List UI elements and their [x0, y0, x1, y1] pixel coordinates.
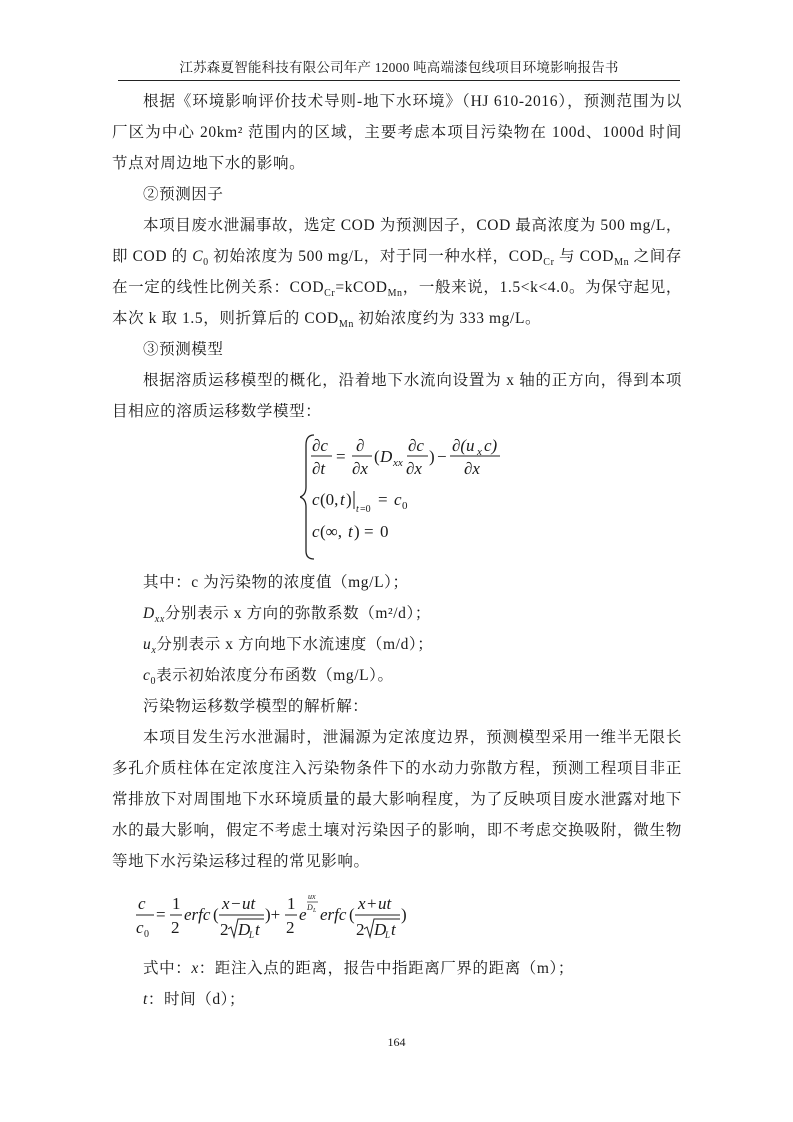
svg-text:): ): [401, 905, 407, 924]
page-body: [112, 86, 682, 1015]
definition-c0: [112, 660, 682, 691]
svg-text:x: x: [222, 894, 230, 913]
definition-dxx: [112, 598, 682, 629]
svg-text:c: c: [394, 490, 402, 509]
svg-text:=: =: [156, 905, 166, 924]
svg-text:(: (: [349, 905, 355, 924]
text-run: 初始浓度为 500 mg/L，对于同一种水样，COD: [208, 248, 544, 265]
svg-text:−: −: [437, 447, 447, 466]
svg-text:(: (: [374, 447, 380, 466]
definition-c: 其中：c 为污染物的浓度值（mg/L）；: [143, 574, 409, 591]
svg-text:)+: )+: [265, 905, 281, 924]
text-run: 本项目废水泄漏事故，选定 COD 为预测因子，COD 最高浓度为 500 mg/L，即 COD 的: [112, 217, 682, 265]
svg-text:c: c: [138, 894, 146, 913]
svg-text:∂c: ∂c: [408, 436, 424, 455]
definition-x: [112, 953, 682, 984]
svg-text:c: c: [312, 522, 320, 541]
svg-text:c): c): [484, 436, 498, 455]
equation-solution-figure: [134, 887, 414, 949]
paragraph-prediction-scope: 根据《环境影响评价技术导则-地下水环境》（HJ 610-2016），预测范围为以厂区为中心 20km² 范围内的区域，主要考虑本项目污染物在 100d、1000d 时间节点对周边地下水的影响。: [112, 93, 682, 172]
text-run: 分别表示 x 方向地下水流速度（m/d）；: [156, 636, 434, 653]
svg-text:): ): [354, 522, 360, 541]
definition-t: [112, 984, 682, 1015]
svg-text:L: L: [313, 908, 317, 914]
symbol-t: t: [143, 991, 148, 1008]
svg-text:c: c: [136, 918, 144, 937]
paragraph-leak-scenario: 本项目发生污水泄漏时，泄漏源为定浓度边界，预测模型采用一维半无限长多孔介质柱体在定浓度注入污染物条件下的水动力弥散方程，预测工程项目非正常排放下对周围地下水环境质量的最大影响程度，为了反映项目废水泄露对地下水的最大影响，假定不考虑土壤对污染因子的影响，即不考虑交换吸附，微生物等地下水污染运移过程的常见影响。: [112, 729, 682, 870]
svg-text:+: +: [367, 894, 377, 913]
text-run: 表示初始浓度分布函数（mg/L）。: [156, 667, 394, 684]
text-run: 分别表示 x 方向的弥散系数（m²/d）；: [164, 605, 431, 622]
svg-text:=: =: [336, 447, 346, 466]
svg-text:D: D: [238, 920, 251, 939]
subscript: 0: [203, 257, 209, 269]
svg-text:t: t: [348, 522, 353, 541]
text-run: 与 COD: [554, 248, 615, 265]
svg-text:D: D: [307, 903, 313, 912]
equation-system: [112, 431, 682, 563]
svg-text:0: 0: [402, 500, 408, 512]
equation-solution: [112, 887, 682, 949]
svg-text:2: 2: [286, 918, 295, 937]
svg-text:L: L: [249, 930, 255, 940]
subscript: Cr: [543, 257, 555, 269]
svg-text:∂c: ∂c: [312, 436, 328, 455]
analytical-solution-title: 污染物运移数学模型的解析解：: [143, 698, 369, 715]
paragraph-model-intro: 根据溶质运移模型的概化，沿着地下水流向设置为 x 轴的正方向，得到本项目相应的溶质运移数学模型：: [112, 372, 682, 420]
svg-text:(0,: (0,: [320, 490, 339, 509]
section-heading-prediction-model: ③预测模型: [143, 341, 224, 358]
svg-text:2: 2: [356, 920, 365, 939]
text-run: ：时间（d）；: [147, 991, 246, 1008]
svg-text:ut: ut: [378, 894, 392, 913]
svg-text:D: D: [380, 447, 393, 466]
svg-text:x: x: [477, 446, 482, 458]
svg-text:): ): [429, 447, 435, 466]
equation-system-figure: [300, 431, 520, 563]
text-run: =kCOD: [335, 279, 388, 296]
svg-text:ut: ut: [242, 894, 256, 913]
svg-text:t: t: [356, 504, 359, 515]
page-number: 164: [387, 1035, 406, 1049]
svg-text:2: 2: [220, 920, 229, 939]
subscript: x: [151, 645, 157, 657]
text-run: ，一般来说，1.5<k<4.0。为保守起见，本次 k 取 1.5，则折算后的 COD: [112, 279, 682, 327]
svg-text:2: 2: [171, 918, 180, 937]
svg-text:−: −: [231, 894, 241, 913]
svg-text:ux: ux: [308, 892, 316, 901]
svg-text:∂x: ∂x: [406, 459, 422, 478]
svg-text:erfc: erfc: [320, 905, 347, 924]
svg-text:erfc: erfc: [184, 905, 211, 924]
text-run: 之间存在一定的线性比例关系：COD: [112, 248, 683, 296]
svg-text:e: e: [299, 905, 307, 924]
symbol-u: u: [143, 636, 152, 653]
symbol-x: x: [191, 960, 199, 977]
definition-ux: [112, 629, 682, 660]
symbol-c0: C: [192, 248, 204, 265]
svg-text:xx: xx: [393, 457, 403, 469]
svg-text:(: (: [213, 905, 219, 924]
svg-text:=: =: [364, 522, 374, 541]
svg-text:∂x: ∂x: [352, 459, 368, 478]
svg-text:=: =: [378, 490, 388, 509]
subscript: xx: [154, 614, 165, 626]
svg-text:c: c: [312, 490, 320, 509]
subscript: Mn: [614, 257, 630, 269]
subscript: 0: [150, 676, 157, 688]
svg-text:x: x: [358, 894, 366, 913]
svg-text:): ): [346, 490, 352, 509]
svg-text:1: 1: [172, 894, 181, 913]
document-header: 江苏森夏智能科技有限公司年产 12000 吨高端漆包线项目环境影响报告书: [118, 56, 680, 81]
text-run: 初始浓度约为 333 mg/L。: [353, 310, 542, 327]
subscript: Mn: [338, 319, 354, 331]
subscript: Cr: [324, 288, 336, 300]
svg-text:1: 1: [287, 894, 296, 913]
svg-text:0: 0: [144, 929, 149, 940]
svg-text:t: t: [391, 920, 396, 939]
svg-text:(∞,: (∞,: [320, 522, 343, 541]
svg-text:∂x: ∂x: [464, 459, 480, 478]
subscript: Mn: [387, 288, 403, 300]
svg-text:L: L: [385, 930, 391, 940]
svg-text:D: D: [374, 920, 387, 939]
svg-text:∂(u: ∂(u: [452, 436, 475, 455]
symbol-d: D: [143, 605, 155, 622]
svg-text:0: 0: [380, 522, 389, 541]
paragraph-prediction-factor: [112, 210, 682, 334]
svg-text:∂: ∂: [356, 436, 365, 455]
svg-text:t: t: [340, 490, 345, 509]
svg-text:t: t: [255, 920, 260, 939]
svg-text:∂t: ∂t: [312, 459, 326, 478]
section-heading-prediction-factor: ②预测因子: [143, 186, 224, 203]
svg-text:=0: =0: [360, 504, 371, 515]
text-run: ：距注入点的距离，报告中指距离厂界的距离（m）；: [198, 960, 575, 977]
symbol-c: c: [143, 667, 151, 684]
text-run: 式中：: [143, 960, 192, 977]
